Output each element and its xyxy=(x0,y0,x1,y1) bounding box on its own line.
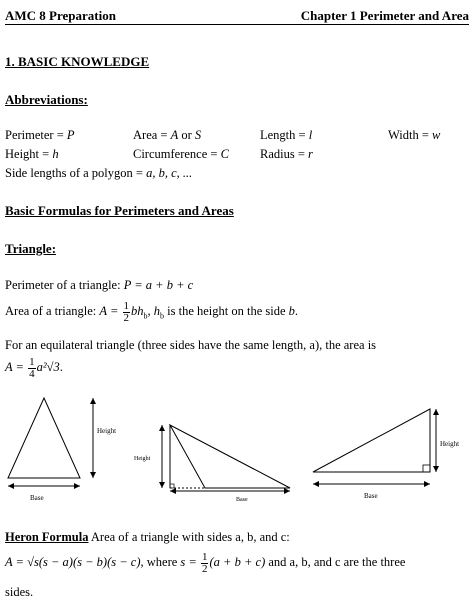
figure-acute-triangle xyxy=(8,398,116,502)
fraction-half-s: $\frac{1}{2}$ xyxy=(201,550,208,575)
fig3-base-label: Base xyxy=(364,492,378,500)
fraction-half: $\frac{1}{2}$ xyxy=(123,299,130,324)
heron-title: Heron Formula xyxy=(5,530,89,544)
figure-right-triangle xyxy=(313,409,459,500)
triangle-perimeter: Perimeter of a triangle: P = a + b + c xyxy=(5,278,194,292)
abbr-area: Area = A or S xyxy=(133,128,202,142)
triangle-area: Area of a triangle: A = $\frac{1}{2}$ $bh_b$, $h_b$ is the height on the side b. xyxy=(5,299,299,324)
fig2-height-label: Height xyxy=(134,456,151,462)
header-right: Chapter 1 Perimeter and Area xyxy=(300,8,469,23)
abbr-circumference: Circumference = C xyxy=(133,147,229,161)
figure-obtuse-triangle xyxy=(134,425,290,503)
section-title: 1. BASIC KNOWLEDGE xyxy=(5,54,150,69)
page-header xyxy=(5,8,469,25)
heron-tail: sides. xyxy=(5,585,34,599)
equilateral-formula: A = $\frac{1}{4}$ a²√3. xyxy=(5,355,63,380)
triangle-title: Triangle: xyxy=(5,241,57,256)
abbr-length: Length = l xyxy=(260,128,313,142)
header-left: AMC 8 Preparation xyxy=(5,8,116,23)
formulas-title: Basic Formulas for Perimeters and Areas xyxy=(5,203,234,218)
heron-line: Heron Formula Area of a triangle with sides a, b, and c: xyxy=(5,530,290,544)
abbr-height: Height = h xyxy=(5,147,59,161)
equilateral-text: For an equilateral triangle (three sides have the same length, a), the area is xyxy=(5,338,377,352)
fraction-quarter: $\frac{1}{4}$ xyxy=(29,355,35,380)
fig3-height-label: Height xyxy=(440,440,460,448)
triangle-figures xyxy=(0,388,474,506)
fig1-base-label: Base xyxy=(30,494,44,502)
fig1-height-label: Height xyxy=(97,427,117,435)
abbr-sides: Side lengths of a polygon = a, b, c, ... xyxy=(5,166,193,180)
abbr-perimeter: Perimeter = P xyxy=(5,128,75,142)
heron-formula: A = √s(s − a)(s − b)(s − c), where s = $\frac{1}{2}$ (a + b + c) and a, b, and c are the three xyxy=(5,550,406,575)
abbreviations-title: Abbreviations: xyxy=(5,92,88,107)
abbr-width: Width = w xyxy=(388,128,441,142)
abbr-radius: Radius = r xyxy=(260,147,313,161)
fig2-base-label: Base xyxy=(236,497,248,503)
